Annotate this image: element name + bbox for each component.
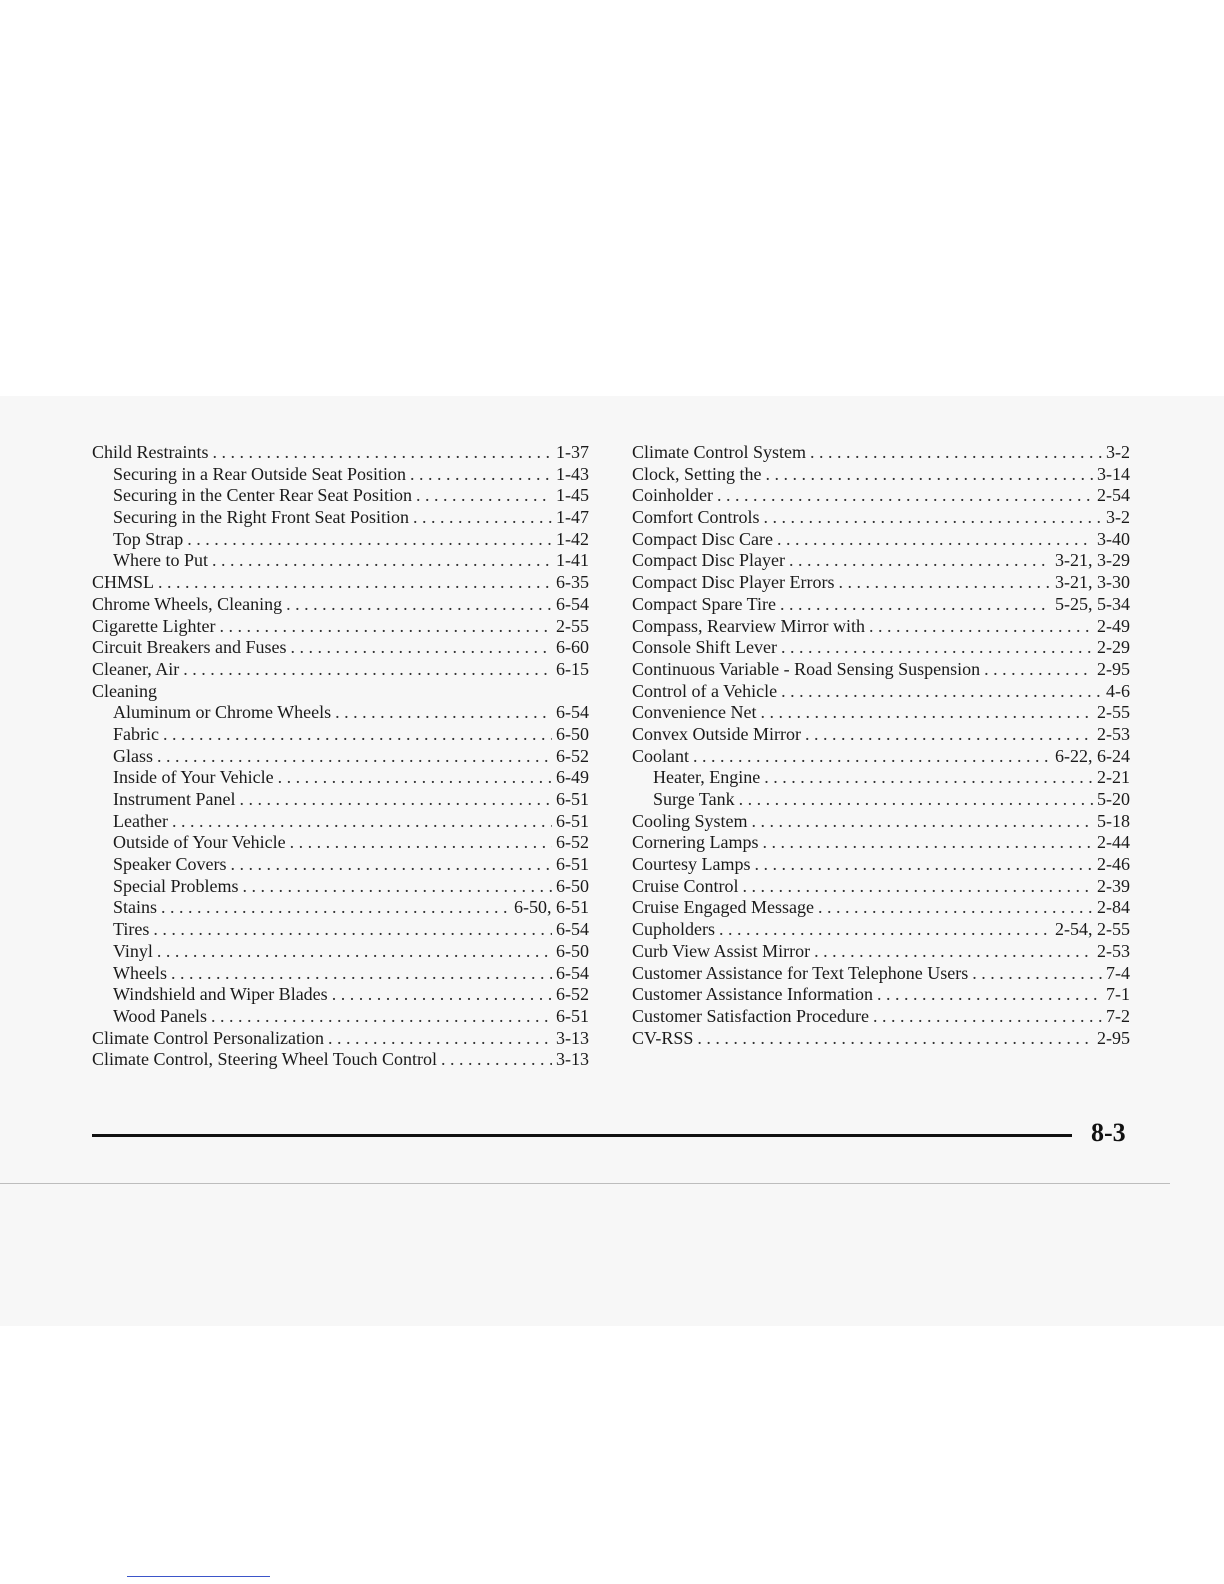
entry-page-ref: 6-60 [556, 637, 589, 658]
dot-leader [972, 963, 1102, 985]
entry-label: Special Problems [113, 875, 239, 896]
dot-leader [777, 529, 1093, 551]
link-underline [127, 1576, 270, 1577]
dot-leader [764, 767, 1093, 789]
entry-page-ref: 2-39 [1097, 875, 1130, 896]
index-entry [632, 464, 1130, 486]
index-entry [632, 594, 1130, 616]
entry-page-ref: 2-53 [1097, 940, 1130, 961]
index-subentry [632, 767, 1130, 789]
entry-label: Coinholder [632, 485, 713, 506]
entry-page-ref: 6-50 [556, 723, 589, 744]
entry-label: Wood Panels [113, 1005, 208, 1026]
dot-leader [213, 442, 553, 464]
entry-label: Climate Control Personalization [92, 1027, 324, 1048]
dot-leader [984, 659, 1093, 681]
dot-leader [810, 442, 1102, 464]
dot-leader [717, 485, 1093, 507]
entry-page-ref: 6-50 [556, 875, 589, 896]
entry-page-ref: 1-37 [556, 442, 589, 462]
entry-page-ref: 5-18 [1097, 810, 1130, 831]
entry-label: Aluminum or Chrome Wheels [113, 702, 332, 723]
dot-leader [877, 984, 1102, 1006]
dot-leader [760, 702, 1093, 724]
entry-page-ref: 2-84 [1097, 897, 1130, 918]
entry-label: Customer Assistance Information [632, 984, 873, 1005]
entry-label: Inside of Your Vehicle [113, 767, 274, 788]
entry-label: Surge Tank [653, 789, 735, 809]
index-entry [632, 854, 1130, 876]
entry-label: Securing in a Rear Outside Seat Position [113, 463, 406, 484]
entry-label: CV-RSS [632, 1027, 694, 1048]
entry-page-ref: 6-35 [556, 572, 589, 593]
entry-page-ref: 3-2 [1106, 507, 1130, 528]
entry-page-ref: 3-13 [556, 1049, 589, 1070]
dot-leader [212, 550, 552, 572]
entry-label: Cleaning [92, 680, 157, 701]
entry-label: Courtesy Lamps [632, 854, 751, 875]
dot-leader [153, 919, 552, 941]
index-entry [92, 594, 589, 616]
scan-edge-line [0, 1183, 1170, 1184]
dot-leader [230, 854, 552, 876]
entry-page-ref: 3-21, 3-29 [1055, 550, 1130, 571]
dot-leader [719, 919, 1051, 941]
entry-page-ref: 7-2 [1106, 1005, 1130, 1026]
index-subentry [92, 897, 589, 919]
entry-label: Outside of Your Vehicle [113, 832, 286, 853]
dot-leader [805, 724, 1093, 746]
dot-leader [441, 1049, 552, 1071]
index-entry [632, 919, 1130, 941]
entry-page-ref: 6-52 [556, 745, 589, 766]
index-subentry [92, 507, 589, 529]
entry-label: Speaker Covers [113, 854, 227, 875]
index-entry [632, 550, 1130, 572]
index-entry [632, 637, 1130, 659]
index-entry [632, 811, 1130, 833]
entry-page-ref: 2-55 [1097, 702, 1130, 723]
dot-leader [242, 876, 552, 898]
entry-page-ref: 2-55 [556, 615, 589, 636]
entry-page-ref: 2-49 [1097, 615, 1130, 636]
index-entry [632, 897, 1130, 919]
entry-label: Compact Disc Player Errors [632, 572, 835, 593]
entry-label: Compass, Rearview Mirror with [632, 615, 865, 636]
entry-page-ref: 6-50 [556, 940, 589, 961]
entry-page-ref: 4-6 [1106, 680, 1130, 701]
entry-page-ref: 6-22, 6-24 [1055, 745, 1130, 766]
index-subentry [92, 1006, 589, 1028]
dot-leader [755, 854, 1094, 876]
entry-page-ref: 7-4 [1106, 962, 1130, 983]
entry-page-ref: 3-40 [1097, 528, 1130, 549]
entry-page-ref: 6-54 [556, 593, 589, 614]
index-subentry [92, 811, 589, 833]
entry-label: Cruise Control [632, 875, 739, 896]
dot-leader [328, 1028, 552, 1050]
entry-page-ref: 6-15 [556, 658, 589, 679]
dot-leader [161, 897, 510, 919]
entry-page-ref: 1-45 [556, 485, 589, 506]
entry-label: Continuous Variable - Road Sensing Suspension [632, 658, 981, 679]
index-entry [92, 1028, 589, 1050]
index-entry [632, 659, 1130, 681]
entry-label: CHMSL [92, 572, 155, 593]
dot-leader [416, 485, 552, 507]
entry-label: Heater, Engine [653, 767, 761, 788]
entry-page-ref: 5-20 [1097, 789, 1130, 809]
index-entry [632, 681, 1130, 703]
dot-leader [697, 1028, 1093, 1050]
entry-label: Coolant [632, 745, 689, 766]
index-entry [632, 572, 1130, 594]
dot-leader [335, 702, 552, 724]
index-entry [632, 702, 1130, 724]
entry-label: Child Restraints [92, 442, 209, 462]
entry-label: Comfort Controls [632, 507, 760, 528]
entry-page-ref: 6-49 [556, 767, 589, 788]
index-subentry [92, 724, 589, 746]
dot-leader [818, 897, 1093, 919]
entry-label: Stains [113, 897, 158, 918]
dot-leader [739, 789, 1093, 811]
dot-leader [239, 789, 552, 811]
dot-leader [219, 616, 552, 638]
dot-leader [172, 811, 552, 833]
index-subentry [92, 789, 589, 811]
entry-label: Cleaner, Air [92, 658, 180, 679]
index-entry [92, 637, 589, 659]
dot-leader [814, 941, 1093, 963]
dot-leader [762, 832, 1093, 854]
entry-label: Chrome Wheels, Cleaning [92, 593, 283, 614]
index-subentry [92, 876, 589, 898]
dot-leader [158, 572, 552, 594]
entry-label: Tires [113, 919, 150, 940]
entry-page-ref: 1-43 [556, 463, 589, 484]
index-subentry [92, 854, 589, 876]
dot-leader [693, 746, 1051, 768]
entry-label: Cruise Engaged Message [632, 897, 814, 918]
entry-page-ref: 6-52 [556, 984, 589, 1005]
index-subentry [92, 550, 589, 572]
entry-page-ref: 2-46 [1097, 854, 1130, 875]
entry-page-ref: 1-41 [556, 550, 589, 571]
index-subentry [92, 832, 589, 854]
dot-leader [163, 724, 552, 746]
entry-label: Where to Put [113, 550, 208, 571]
entry-label: Cooling System [632, 810, 748, 831]
dot-leader [869, 616, 1093, 638]
dot-leader [413, 507, 552, 529]
dot-leader [211, 1006, 552, 1028]
entry-page-ref: 1-47 [556, 507, 589, 528]
index-entry [92, 616, 589, 638]
dot-leader [187, 529, 552, 551]
index-entry [632, 724, 1130, 746]
entry-label: Customer Satisfaction Procedure [632, 1005, 869, 1026]
entry-label: Customer Assistance for Text Telephone Users [632, 962, 969, 983]
index-subentry [632, 789, 1130, 811]
entry-page-ref: 6-54 [556, 962, 589, 983]
index-subentry [92, 919, 589, 941]
dot-leader [278, 767, 552, 789]
entry-page-ref: 2-95 [1097, 1027, 1130, 1048]
dot-leader [752, 811, 1093, 833]
entry-label: Windshield and Wiper Blades [113, 984, 328, 1005]
entry-label: Console Shift Lever [632, 637, 777, 658]
entry-page-ref: 6-51 [556, 854, 589, 875]
entry-label: Securing in the Center Rear Seat Position [113, 485, 412, 506]
entry-label: Climate Control, Steering Wheel Touch Control [92, 1049, 438, 1070]
dot-leader [766, 464, 1094, 486]
entry-page-ref: 2-95 [1097, 658, 1130, 679]
entry-page-ref: 2-54 [1097, 485, 1130, 506]
index-entry [92, 681, 589, 703]
index-subentry [92, 464, 589, 486]
dot-leader [781, 637, 1093, 659]
entry-label: Glass [113, 745, 153, 766]
dot-leader [780, 594, 1051, 616]
index-entry [632, 876, 1130, 898]
entry-label: Leather [113, 810, 168, 831]
entry-label: Compact Disc Player [632, 550, 785, 571]
entry-label: Securing in the Right Front Seat Position [113, 507, 409, 528]
entry-page-ref: 3-13 [556, 1027, 589, 1048]
entry-page-ref: 2-29 [1097, 637, 1130, 658]
dot-leader [183, 659, 552, 681]
entry-label: Vinyl [113, 940, 153, 961]
dot-leader [764, 507, 1102, 529]
dot-leader [789, 550, 1051, 572]
index-entry [632, 832, 1130, 854]
entry-label: Control of a Vehicle [632, 680, 778, 701]
index-entry [632, 529, 1130, 551]
entry-page-ref: 6-54 [556, 919, 589, 940]
entry-page-ref: 6-51 [556, 810, 589, 831]
dot-leader [157, 746, 552, 768]
entry-label: Cigarette Lighter [92, 615, 216, 636]
dot-leader [332, 984, 552, 1006]
index-subentry [92, 702, 589, 724]
index-entry [632, 442, 1130, 464]
entry-page-ref: 3-21, 3-30 [1055, 572, 1130, 593]
dot-leader [157, 941, 552, 963]
entry-label: Fabric [113, 723, 159, 744]
entry-page-ref: 3-2 [1106, 442, 1130, 462]
entry-page-ref: 3-14 [1097, 463, 1130, 484]
index-entry [632, 746, 1130, 768]
dot-leader [410, 464, 552, 486]
dot-leader [286, 594, 552, 616]
entry-label: Curb View Assist Mirror [632, 940, 811, 961]
index-subentry [92, 485, 589, 507]
dot-leader [838, 572, 1051, 594]
entry-page-ref: 6-50, 6-51 [514, 897, 589, 918]
index-entry [92, 659, 589, 681]
entry-label: Convenience Net [632, 702, 757, 723]
index-column-left [92, 442, 589, 1071]
index-subentry [92, 941, 589, 963]
entry-page-ref: 5-25, 5-34 [1055, 593, 1130, 614]
index-entry [632, 963, 1130, 985]
index-subentry [92, 963, 589, 985]
entry-label: Wheels [113, 962, 167, 983]
entry-page-ref: 7-1 [1106, 984, 1130, 1005]
entry-label: Climate Control System [632, 442, 806, 462]
index-entry [632, 1028, 1130, 1050]
index-subentry [92, 746, 589, 768]
entry-label: Cornering Lamps [632, 832, 759, 853]
index-subentry [92, 529, 589, 551]
entry-label: Instrument Panel [113, 789, 236, 809]
index-entry [632, 1006, 1130, 1028]
index-subentry [92, 767, 589, 789]
dot-leader [743, 876, 1094, 898]
index-entry [92, 442, 589, 464]
footer-rule [92, 1134, 1072, 1137]
index-entry [632, 485, 1130, 507]
entry-page-ref: 2-21 [1097, 767, 1130, 788]
entry-label: Compact Spare Tire [632, 593, 776, 614]
entry-label: Circuit Breakers and Fuses [92, 637, 287, 658]
dot-leader [290, 832, 552, 854]
index-entry [92, 1049, 589, 1071]
entry-page-ref: 1-42 [556, 528, 589, 549]
entry-page-ref: 2-54, 2-55 [1055, 919, 1130, 940]
entry-label: Compact Disc Care [632, 528, 773, 549]
entry-page-ref: 6-51 [556, 1005, 589, 1026]
index-entry [632, 616, 1130, 638]
index-entry [632, 941, 1130, 963]
index-entry [92, 572, 589, 594]
entry-label: Convex Outside Mirror [632, 723, 801, 744]
dot-leader [781, 681, 1102, 703]
index-entry [632, 507, 1130, 529]
entry-label: Top Strap [113, 528, 184, 549]
index-subentry [92, 984, 589, 1006]
entry-page-ref: 2-53 [1097, 723, 1130, 744]
entry-label: Clock, Setting the [632, 463, 762, 484]
dot-leader [290, 637, 552, 659]
index-entry [632, 984, 1130, 1006]
page-number: 8-3 [1091, 1118, 1126, 1147]
entry-page-ref: 6-54 [556, 702, 589, 723]
entry-page-ref: 2-44 [1097, 832, 1130, 853]
dot-leader [873, 1006, 1102, 1028]
entry-page-ref: 6-51 [556, 789, 589, 809]
index-column-right [632, 442, 1130, 1049]
entry-label: Cupholders [632, 919, 715, 940]
entry-page-ref: 6-52 [556, 832, 589, 853]
dot-leader [171, 963, 552, 985]
